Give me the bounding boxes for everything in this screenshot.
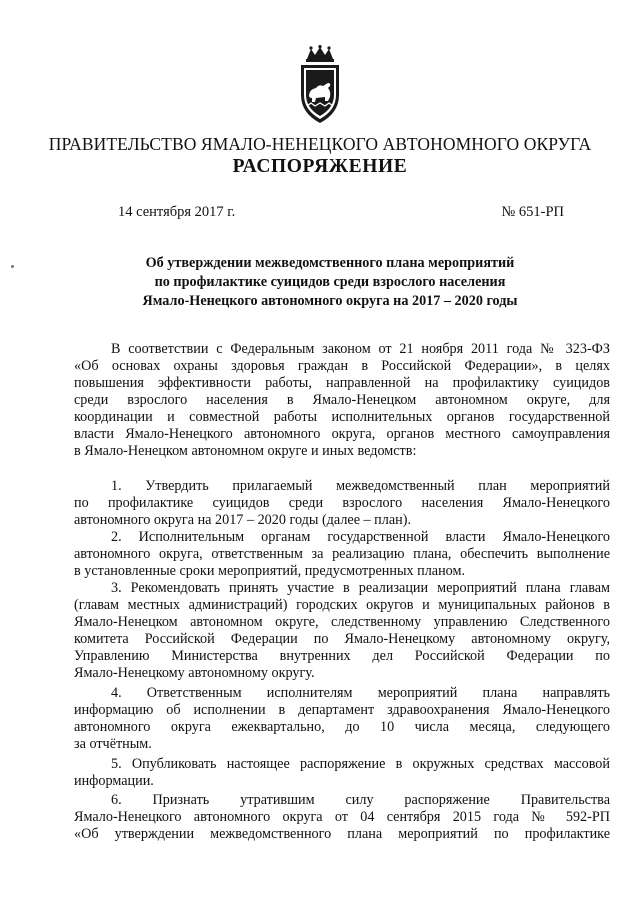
text-line: (главам местных администраций) городских округов и муниципальных районов в (74, 597, 610, 613)
preamble-paragraph (74, 341, 610, 460)
text-line: 5. Опубликовать настоящее распоряжение в окружных средствах массовой (111, 756, 610, 772)
text-line: среди взрослого населения в Ямало-Ненецком автономном округе, для (74, 392, 610, 408)
text-line: информацию об исполнении в департамент здравоохранения Ямало-Ненецкого (74, 702, 610, 718)
text-line: 2. Исполнительным органам государственной власти Ямало-Ненецкого (111, 529, 610, 545)
item-paragraph-2 (74, 529, 610, 580)
document-date: 14 сентября 2017 г. (118, 204, 236, 220)
document-type: РАСПОРЯЖЕНИЕ (232, 156, 408, 177)
government-name: ПРАВИТЕЛЬСТВО ЯМАЛО-НЕНЕЦКОГО АВТОНОМНОГО ОКРУГА (48, 134, 592, 154)
text-line: Ямало-Ненецкому автономному округу. (74, 665, 315, 681)
item-paragraph-3 (74, 580, 610, 682)
text-line: власти Ямало-Ненецкого автономного округа, органов местного самоуправления (74, 426, 610, 442)
document-title (80, 254, 580, 311)
text-line: В соответствии с Федеральным законом от 21 ноября 2011 года № 323-ФЗ (111, 341, 610, 357)
text-line: Управлению Министерства внутренних дел Российской Федерации по (74, 648, 610, 664)
text-line: 3. Рекомендовать принять участие в реализации мероприятий плана главам (111, 580, 610, 596)
text-line: 6. Признать утратившим силу распоряжение Правительства (111, 792, 610, 808)
coat-of-arms-emblem (295, 45, 345, 127)
text-line: комитета Российской Федерации по Ямало-Ненецкому автономному округу, (74, 631, 610, 647)
document-number: № 651-РП (501, 204, 564, 220)
text-line: автономного округа, ответственным за реализацию плана, обеспечить выполнение (74, 546, 610, 562)
item-paragraph-4 (74, 685, 610, 753)
text-line: в Ямало-Ненецком автономном округе и иных ведомств: (74, 443, 417, 459)
text-line: автономного округа ежеквартально, до 10 числа месяца, следующего (74, 719, 610, 735)
item-paragraph-6 (74, 792, 610, 843)
title-line: Об утверждении межведомственного плана мероприятий (145, 255, 515, 271)
text-line: Ямало-Ненецкого автономного округа от 04 сентября 2015 года № 592-РП (74, 809, 610, 825)
text-line: «Об основах охраны здоровья граждан в Российской Федерации», в целях (74, 358, 610, 374)
text-line: автономного округа на 2017 – 2020 годы (далее – план). (74, 512, 412, 528)
text-line: информации. (74, 773, 154, 789)
text-line: «Об утверждении межведомственного плана мероприятий по профилактике (74, 826, 610, 842)
text-line: координации и совместной работы исполнительных органов государственной (74, 409, 610, 425)
text-line: Ямало-Ненецком автономном округе, следственному управлению Следственного (74, 614, 610, 630)
title-line: Ямало-Ненецкого автономного округа на 2017 – 2020 годы (142, 293, 518, 309)
text-line: повышения эффективности работы, направленной на профилактику суицидов (74, 375, 610, 391)
item-paragraph-5 (74, 756, 610, 790)
title-line: по профилактике суицидов среди взрослого населения (154, 274, 506, 290)
text-line: по профилактике суицидов среди взрослого населения Ямало-Ненецкого (74, 495, 610, 511)
text-line: в установленные сроки мероприятий, предусмотренных планом. (74, 563, 466, 579)
item-paragraph-1 (74, 478, 610, 529)
text-line: за отчётным. (74, 736, 152, 752)
scan-speck (11, 265, 14, 268)
text-line: 4. Ответственным исполнителям мероприятий плана направлять (111, 685, 610, 701)
text-line: 1. Утвердить прилагаемый межведомственный план мероприятий (111, 478, 610, 494)
